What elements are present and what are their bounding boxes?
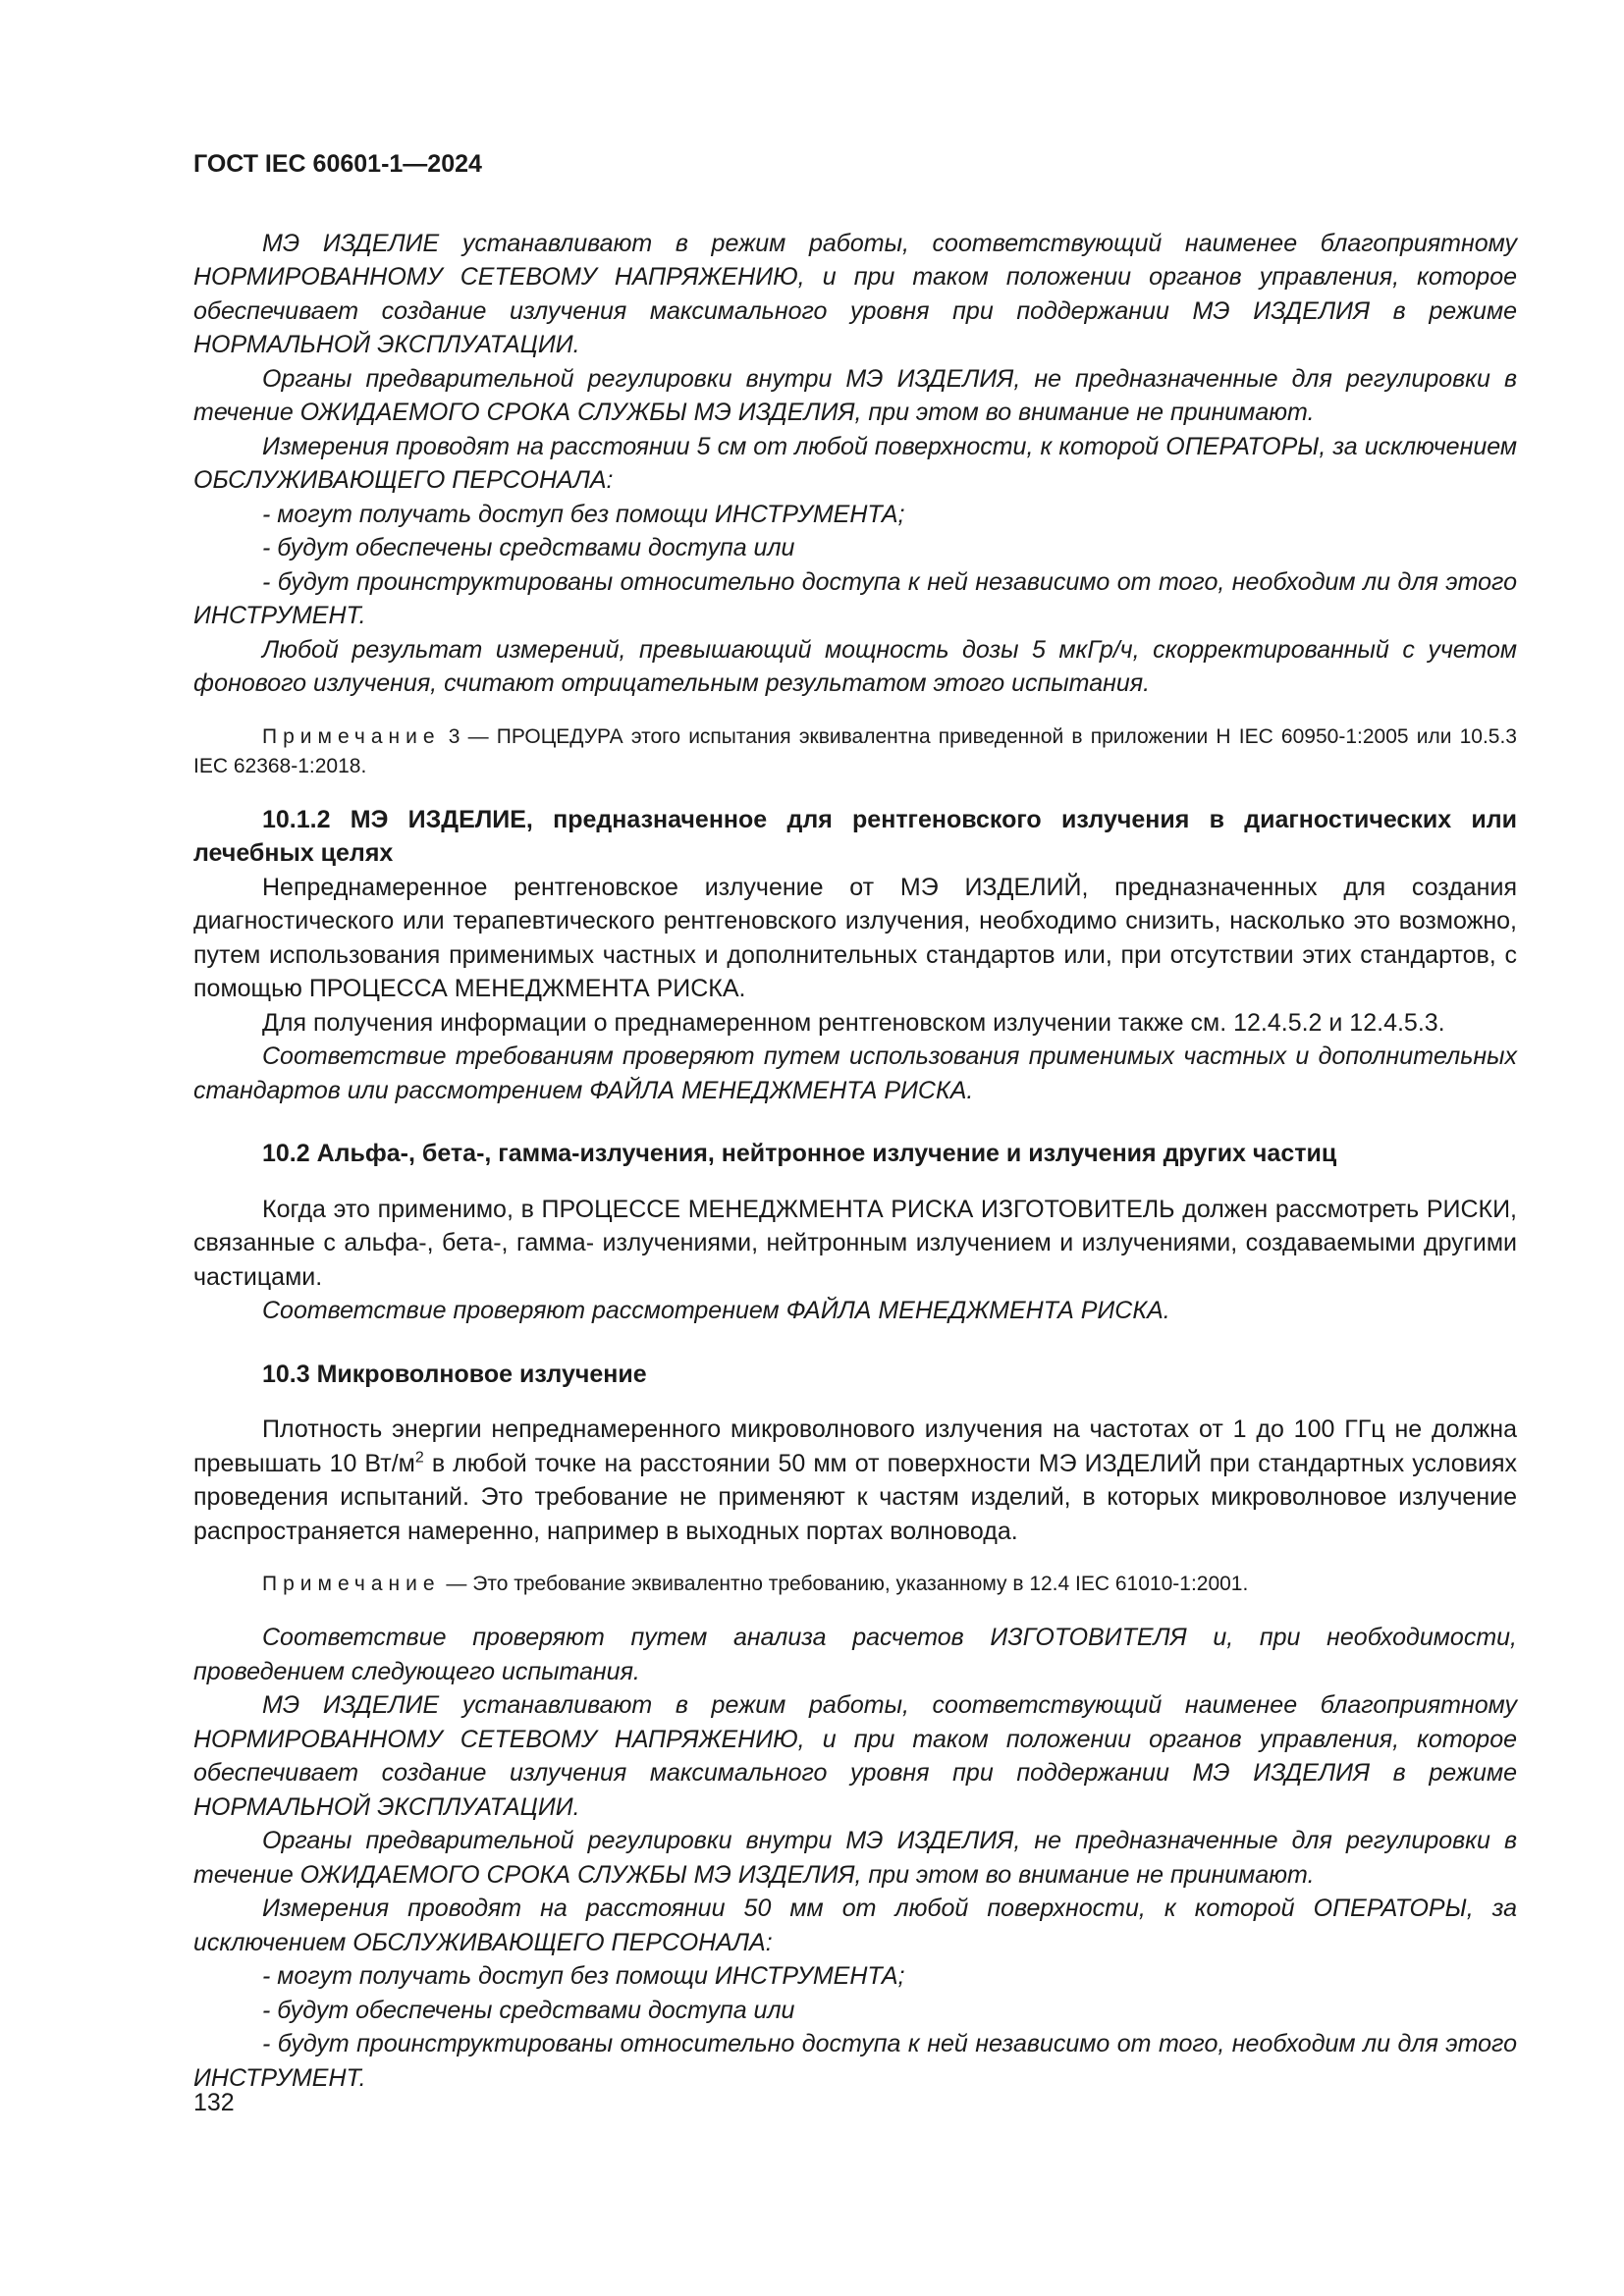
note-label: Примечание	[262, 724, 441, 748]
paragraph: МЭ ИЗДЕЛИЕ устанавливают в режим работы, соответствующий наименее благоприятному НОРМИРОВАННОМУ СЕТЕВОМУ НАПРЯЖЕНИЮ, и при таком положении органов управления, которое обеспечивает создание излучения максимального уровня при поддержании МЭ ИЗДЕЛИЯ в режиме НОРМАЛЬНОЙ ЭКСПЛУАТАЦИИ.	[193, 1691, 1517, 1821]
note-text: 3 — ПРОЦЕДУРА этого испытания эквивалентна приведенной в приложении H IEC 60950-1:2005 или 10.5.3 IEC 62368-1:2018.	[193, 724, 1517, 777]
paragraph: Соответствие требованиям проверяют путем использования применимых частных и дополнительных стандартов или рассмотрением ФАЙЛА МЕНЕДЖМЕНТА РИСКА.	[193, 1042, 1517, 1104]
paragraph: Любой результат измерений, превышающий мощность дозы 5 мкГр/ч, скорректированный с учетом фонового излучения, считают отрицательным результатом этого испытания.	[193, 635, 1517, 697]
paragraph: Соответствие проверяют путем анализа расчетов ИЗГОТОВИТЕЛЯ и, при необходимости, проведением следующего испытания.	[193, 1624, 1517, 1685]
list-item: - будут проинструктированы относительно доступа к ней независимо от того, необходим ли для этого ИНСТРУМЕНТ.	[193, 2030, 1517, 2092]
paragraph: Измерения проводят на расстоянии 5 см от любой поверхности, к которой ОПЕРАТОРЫ, за исключением ОБСЛУЖИВАЮЩЕГО ПЕРСОНАЛА:	[193, 432, 1517, 494]
note-label: Примечание	[262, 1573, 441, 1595]
document-header: ГОСТ IEC 60601-1—2024	[193, 150, 482, 178]
paragraph: Когда это применимо, в ПРОЦЕССЕ МЕНЕДЖМЕНТА РИСКА ИЗГОТОВИТЕЛЬ должен рассмотреть РИСКИ, связанные с альфа-, бета-, гамма- излучениями, нейтронным излучением и излучениями, создаваемыми другими частицами.	[193, 1195, 1517, 1291]
paragraph: Плотность энергии непреднамеренного микроволнового излучения на частотах от 1 до 100 ГГц не должна превышать 10 $Вт/м^2$ в любой точке на расстоянии 50 мм от поверхности МЭ ИЗДЕЛИЙ при стандартных условиях проведения испытаний. Это требование не применяют к частям изделий, в которых микроволновое излучение распространяется намеренно, например в выходных портах волновода.	[193, 1415, 1517, 1545]
list-item: - могут получать доступ без помощи ИНСТРУМЕНТА;	[262, 500, 905, 528]
section-heading-10-1-2: 10.1.2 МЭ ИЗДЕЛИЕ, предназначенное для рентгеновского излучения в диагностических или лечебных целях	[193, 805, 1517, 867]
page-number: 132	[193, 2089, 235, 2116]
note	[193, 1570, 1517, 1599]
section-heading-10-3: 10.3 Микроволновое излучение	[262, 1360, 647, 1388]
note-text: — Это требование эквивалентно требованию, указанному в 12.4 IEC 61010-1:2001.	[440, 1573, 1249, 1595]
list-item: - будут обеспечены средствами доступа или	[262, 1996, 795, 2024]
list-item: - могут получать доступ без помощи ИНСТРУМЕНТА;	[262, 1962, 905, 1990]
paragraph: Органы предварительной регулировки внутри МЭ ИЗДЕЛИЯ, не предназначенные для регулировки в течение ОЖИДАЕМОГО СРОКА СЛУЖБЫ МЭ ИЗДЕЛИЯ, при этом во внимание не принимают.	[193, 364, 1517, 426]
paragraph: Измерения проводят на расстоянии 50 мм от любой поверхности, к которой ОПЕРАТОРЫ, за исключением ОБСЛУЖИВАЮЩЕГО ПЕРСОНАЛА:	[193, 1895, 1517, 1956]
paragraph: Непреднамеренное рентгеновское излучение от МЭ ИЗДЕЛИЙ, предназначенных для создания диагностического или терапевтического рентгеновского излучения, необходимо снизить, насколько это возможно, путем использования применимых частных и дополнительных стандартов или, при отсутствии этих стандартов, с помощью ПРОЦЕССА МЕНЕДЖМЕНТА РИСКА.	[193, 873, 1517, 1002]
list-item: - будут обеспечены средствами доступа или	[262, 534, 795, 561]
document-page	[193, 147, 1517, 2095]
note	[193, 722, 1517, 781]
paragraph: МЭ ИЗДЕЛИЕ устанавливают в режим работы, соответствующий наименее благоприятному НОРМИРОВАННОМУ СЕТЕВОМУ НАПРЯЖЕНИЮ, и при таком положении органов управления, которое обеспечивает создание излучения максимального уровня при поддержании МЭ ИЗДЕЛИЯ в режиме НОРМАЛЬНОЙ ЭКСПЛУАТАЦИИ.	[193, 229, 1517, 358]
paragraph: Соответствие проверяют рассмотрением ФАЙЛА МЕНЕДЖМЕНТА РИСКА.	[262, 1297, 1170, 1324]
section-heading-10-2: 10.2 Альфа-, бета-, гамма-излучения, нейтронное излучение и излучения других частиц	[262, 1140, 1337, 1167]
list-item: - будут проинструктированы относительно доступа к ней независимо от того, необходим ли для этого ИНСТРУМЕНТ.	[193, 567, 1517, 629]
paragraph: Органы предварительной регулировки внутри МЭ ИЗДЕЛИЯ, не предназначенные для регулировки в течение ОЖИДАЕМОГО СРОКА СЛУЖБЫ МЭ ИЗДЕЛИЯ, при этом во внимание не принимают.	[193, 1827, 1517, 1889]
paragraph: Для получения информации о преднамеренном рентгеновском излучении также см. 12.4.5.2 и 12.4.5.3.	[262, 1008, 1445, 1037]
